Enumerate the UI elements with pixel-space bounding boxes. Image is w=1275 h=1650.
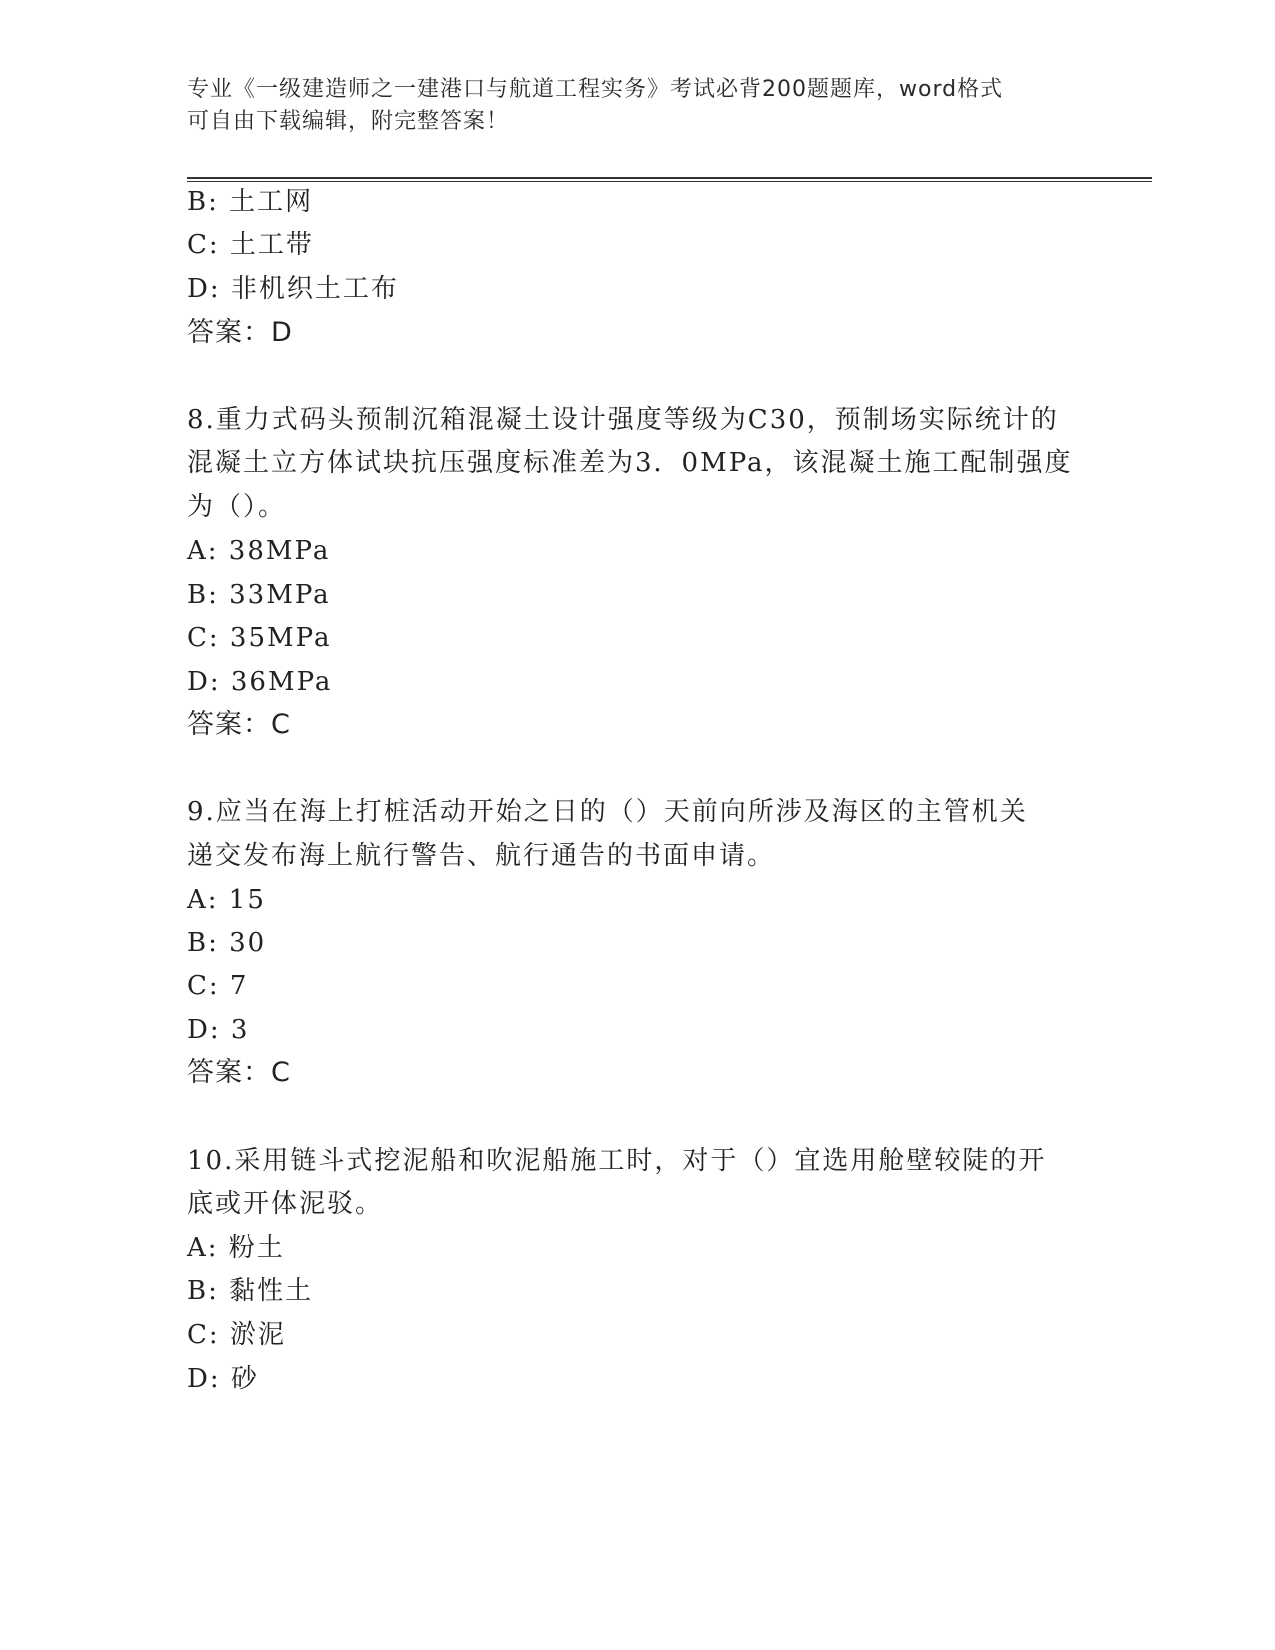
q9-stem-line-2: 递交发布海上航行警告、航行通告的书面申请。: [187, 841, 776, 871]
q9-option-d: D: 3: [187, 1015, 250, 1045]
header-line-1: 专业《一级建造师之一建港口与航道工程实务》考试必背200题题库，word格式: [187, 77, 1004, 102]
q8-answer: 答案：C: [187, 709, 291, 740]
q10-option-d: D: 砂: [187, 1364, 259, 1394]
q7-answer: 答案：D: [187, 317, 293, 348]
q8-stem-line-1: 8.重力式码头预制沉箱混凝土设计强度等级为C30，预制场实际统计的: [187, 405, 1059, 435]
q8-option-a: A: 38MPa: [187, 536, 331, 566]
q8-option-b: B: 33MPa: [187, 580, 331, 610]
q7-option-d: D: 非机织土工布: [187, 274, 399, 304]
q9-stem-line-1: 9.应当在海上打桩活动开始之日的（）天前向所涉及海区的主管机关: [187, 797, 1028, 827]
q10-stem-line-1: 10.采用链斗式挖泥船和吹泥船施工时，对于（）宜选用舱壁较陡的开: [187, 1146, 1047, 1176]
header-divider: [187, 177, 1152, 182]
header-line-2: 可自由下载编辑，附完整答案！: [187, 109, 510, 134]
q9-option-c: C: 7: [187, 971, 249, 1001]
q8-option-c: C: 35MPa: [187, 623, 332, 653]
q8-stem-line-2: 混凝土立方体试块抗压强度标准差为3．0MPa，该混凝土施工配制强度: [187, 448, 1073, 478]
q8-option-d: D: 36MPa: [187, 667, 333, 697]
q8-stem-line-3: 为（）。: [187, 492, 287, 522]
q10-option-a: A: 粉土: [187, 1233, 285, 1263]
q9-option-b: B: 30: [187, 928, 267, 958]
q9-option-a: A: 15: [187, 885, 266, 915]
q10-stem-line-2: 底或开体泥驳。: [187, 1189, 384, 1219]
q7-option-b: B: 土工网: [187, 187, 314, 217]
q7-option-c: C: 土工带: [187, 230, 314, 260]
page-header: [187, 74, 1087, 138]
q10-option-b: B: 黏性土: [187, 1276, 314, 1306]
q10-option-c: C: 淤泥: [187, 1320, 286, 1350]
q9-answer: 答案：C: [187, 1057, 291, 1088]
